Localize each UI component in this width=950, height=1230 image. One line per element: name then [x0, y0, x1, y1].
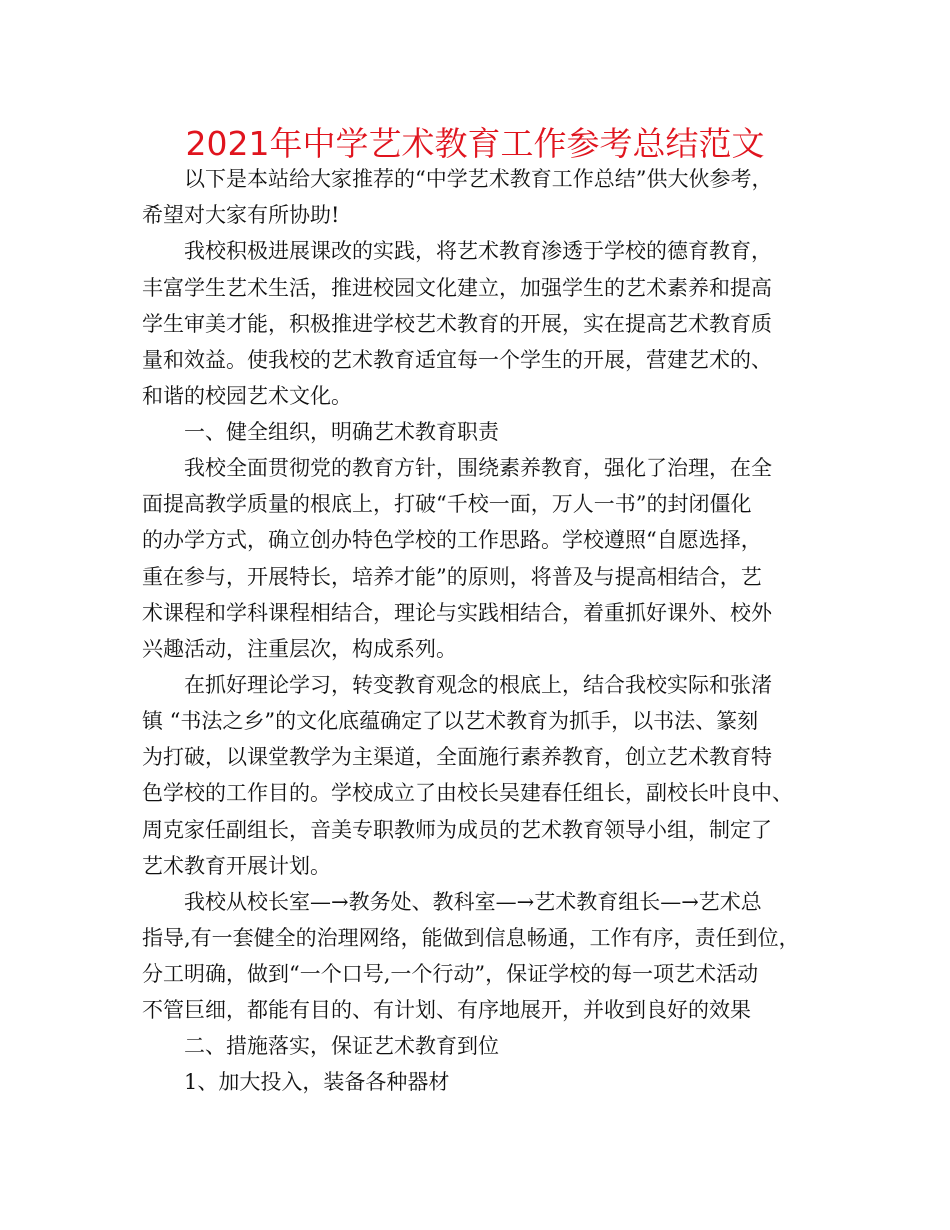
paragraph-line: 和谐的校园艺术文化。	[142, 384, 352, 408]
paragraph-line: 在抓好理论学习，转变教育观念的根底上，结合我校实际和张渚	[142, 673, 772, 697]
subsection-heading: 1、加大投入，装备各种器材	[142, 1070, 450, 1094]
paragraph-line: 以下是本站给大家推荐的“中学艺术教育工作总结”供大伙参考，	[142, 167, 773, 191]
paragraph-line: 周克家任副组长，音美专职教师为成员的艺术教育领导小组，制定了	[142, 818, 772, 842]
paragraph-line: 兴趣活动，注重层次，构成系列。	[142, 637, 457, 661]
paragraph-line: 重在参与，开展特长，培养才能”的原则，将普及与提高相结合，艺	[142, 565, 762, 589]
paragraph-line: 量和效益。使我校的艺术教育适宜每一个学生的开展，营建艺术的、	[142, 348, 772, 372]
paragraph-line: 我校积极进展课改的实践，将艺术教育渗透于学校的德育教育，	[142, 239, 772, 263]
paragraph-line: 分工明确，做到“一个口号,一个行动”，保证学校的每一项艺术活动	[142, 962, 759, 986]
paragraph-line: 希望对大家有所协助!	[142, 203, 340, 227]
section-heading: 一、健全组织，明确艺术教育职责	[142, 420, 499, 444]
paragraph-line: 色学校的工作目的。学校成立了由校长吴建春任组长，副校长叶良中、	[142, 781, 793, 805]
paragraph-line: 学生审美才能，积极推进学校艺术教育的开展，实在提高艺术教育质	[142, 312, 772, 336]
paragraph-line: 镇 “书法之乡”的文化底蕴确定了以艺术教育为抓手，以书法、篆刻	[142, 709, 759, 733]
paragraph-line: 的办学方式，确立创办特色学校的工作思路。学校遵照“自愿选择，	[142, 528, 762, 552]
paragraph-line: 我校从校长室—→教务处、教科室—→艺术教育组长—→艺术总	[142, 890, 762, 914]
paragraph-line: 艺术教育开展计划。	[142, 854, 331, 878]
section-heading: 二、措施落实，保证艺术教育到位	[142, 1034, 499, 1058]
document-title: 2021年中学艺术教育工作参考总结范文	[185, 124, 765, 163]
paragraph-line: 丰富学生艺术生活，推进校园文化建立，加强学生的艺术素养和提高	[142, 276, 772, 300]
paragraph-line: 我校全面贯彻党的教育方针，围绕素养教育，强化了治理，在全	[142, 456, 772, 480]
paragraph-line: 为打破，以课堂教学为主渠道，全面施行素养教育，创立艺术教育特	[142, 745, 772, 769]
paragraph-line: 指导,有一套健全的治理网络，能做到信息畅通，工作有序，责任到位，	[142, 926, 800, 950]
paragraph-line: 不管巨细，都能有目的、有计划、有序地展开，并收到良好的效果	[142, 998, 751, 1022]
paragraph-line: 术课程和学科课程相结合，理论与实践相结合，着重抓好课外、校外	[142, 601, 772, 625]
paragraph-line: 面提高教学质量的根底上，打破“千校一面，万人一书”的封闭僵化	[142, 492, 752, 516]
